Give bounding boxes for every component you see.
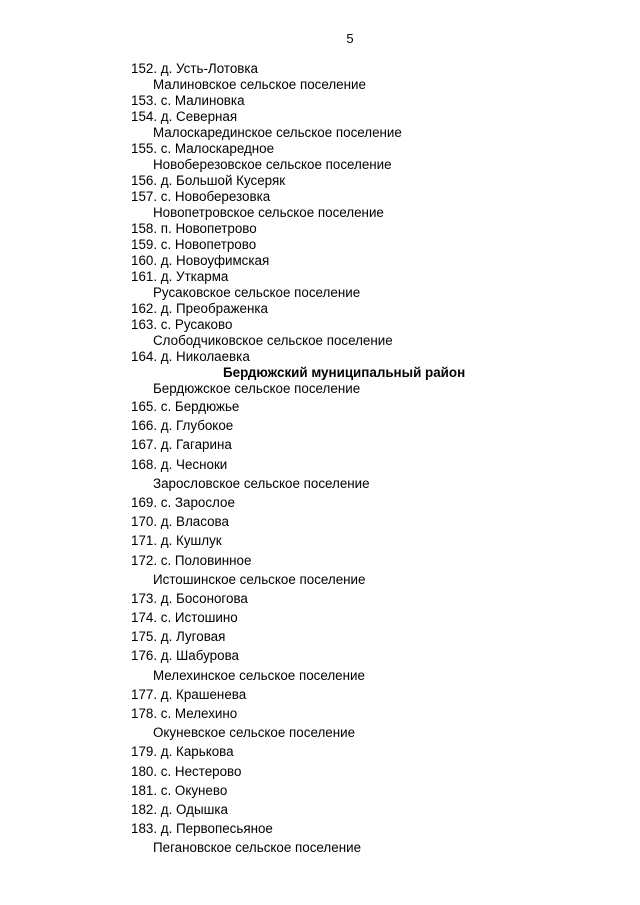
locality-item: 182. д. Одышка — [131, 801, 228, 817]
page-number: 5 — [346, 31, 354, 46]
locality-item: 156. д. Большой Кусеряк — [131, 173, 286, 188]
locality-item: 177. д. Крашенева — [131, 686, 247, 702]
locality-item: 155. с. Малоскаредное — [131, 141, 275, 156]
locality-item: 178. с. Мелехино — [131, 706, 238, 721]
locality-item: 174. с. Истошино — [131, 610, 238, 626]
locality-item: 176. д. Шабурова — [131, 648, 239, 664]
locality-item: 153. с. Малиновка — [131, 93, 245, 108]
settlement-heading: Мелехинское сельское поселение — [153, 667, 365, 683]
settlement-heading: Новопетровское сельское поселение — [153, 205, 384, 220]
locality-item: 159. с. Новопетрово — [131, 237, 257, 252]
locality-item: 154. д. Северная — [131, 109, 238, 124]
locality-item: 163. с. Русаково — [131, 317, 233, 332]
settlement-heading: Новоберезовское сельское поселение — [153, 157, 392, 172]
settlement-heading: Слободчиковское сельское поселение — [153, 333, 393, 348]
settlement-heading: Истошинское сельское поселение — [153, 571, 366, 587]
locality-item: 169. с. Зарослое — [131, 494, 235, 510]
settlement-heading: Бердюжское сельское поселение — [153, 381, 361, 396]
locality-item: 162. д. Преображенка — [131, 301, 268, 316]
locality-item: 158. п. Новопетрово — [131, 221, 257, 236]
locality-item: 170. д. Власова — [131, 514, 229, 530]
locality-item: 179. д. Карькова — [131, 744, 234, 760]
locality-item: 166. д. Глубокое — [131, 418, 234, 434]
locality-item: 157. с. Новоберезовка — [131, 189, 271, 204]
locality-item: 152. д. Усть-Лотовка — [131, 61, 258, 76]
locality-item: 164. д. Николаевка — [131, 349, 250, 364]
locality-item: 165. с. Бердюжье — [131, 399, 240, 414]
settlement-heading: Малиновское сельское поселение — [153, 77, 366, 92]
settlement-heading: Зарословское сельское поселение — [153, 475, 370, 491]
locality-item: 181. с. Окунево — [131, 782, 228, 798]
locality-item: 175. д. Луговая — [131, 629, 226, 645]
locality-item: 168. д. Чесноки — [131, 456, 228, 472]
locality-item: 180. с. Нестерово — [131, 763, 242, 779]
district-heading: Бердюжский муниципальный район — [223, 365, 466, 380]
locality-item: 161. д. Уткарма — [131, 269, 229, 284]
locality-item: 171. д. Кушлук — [131, 533, 222, 549]
locality-item: 173. д. Босоногова — [131, 590, 248, 606]
locality-item: 160. д. Новоуфимская — [131, 253, 270, 268]
locality-item: 167. д. Гагарина — [131, 437, 232, 453]
settlement-heading: Малоскарединское сельское поселение — [153, 125, 402, 140]
locality-item: 172. с. Половинное — [131, 552, 252, 568]
settlement-heading: Окуневское сельское поселение — [153, 725, 356, 741]
settlement-heading: Русаковское сельское поселение — [153, 285, 361, 300]
settlement-heading: Пегановское сельское поселение — [153, 840, 362, 856]
locality-item: 183. д. Первопесьяное — [131, 821, 273, 837]
settlement-list — [0, 61, 640, 858]
